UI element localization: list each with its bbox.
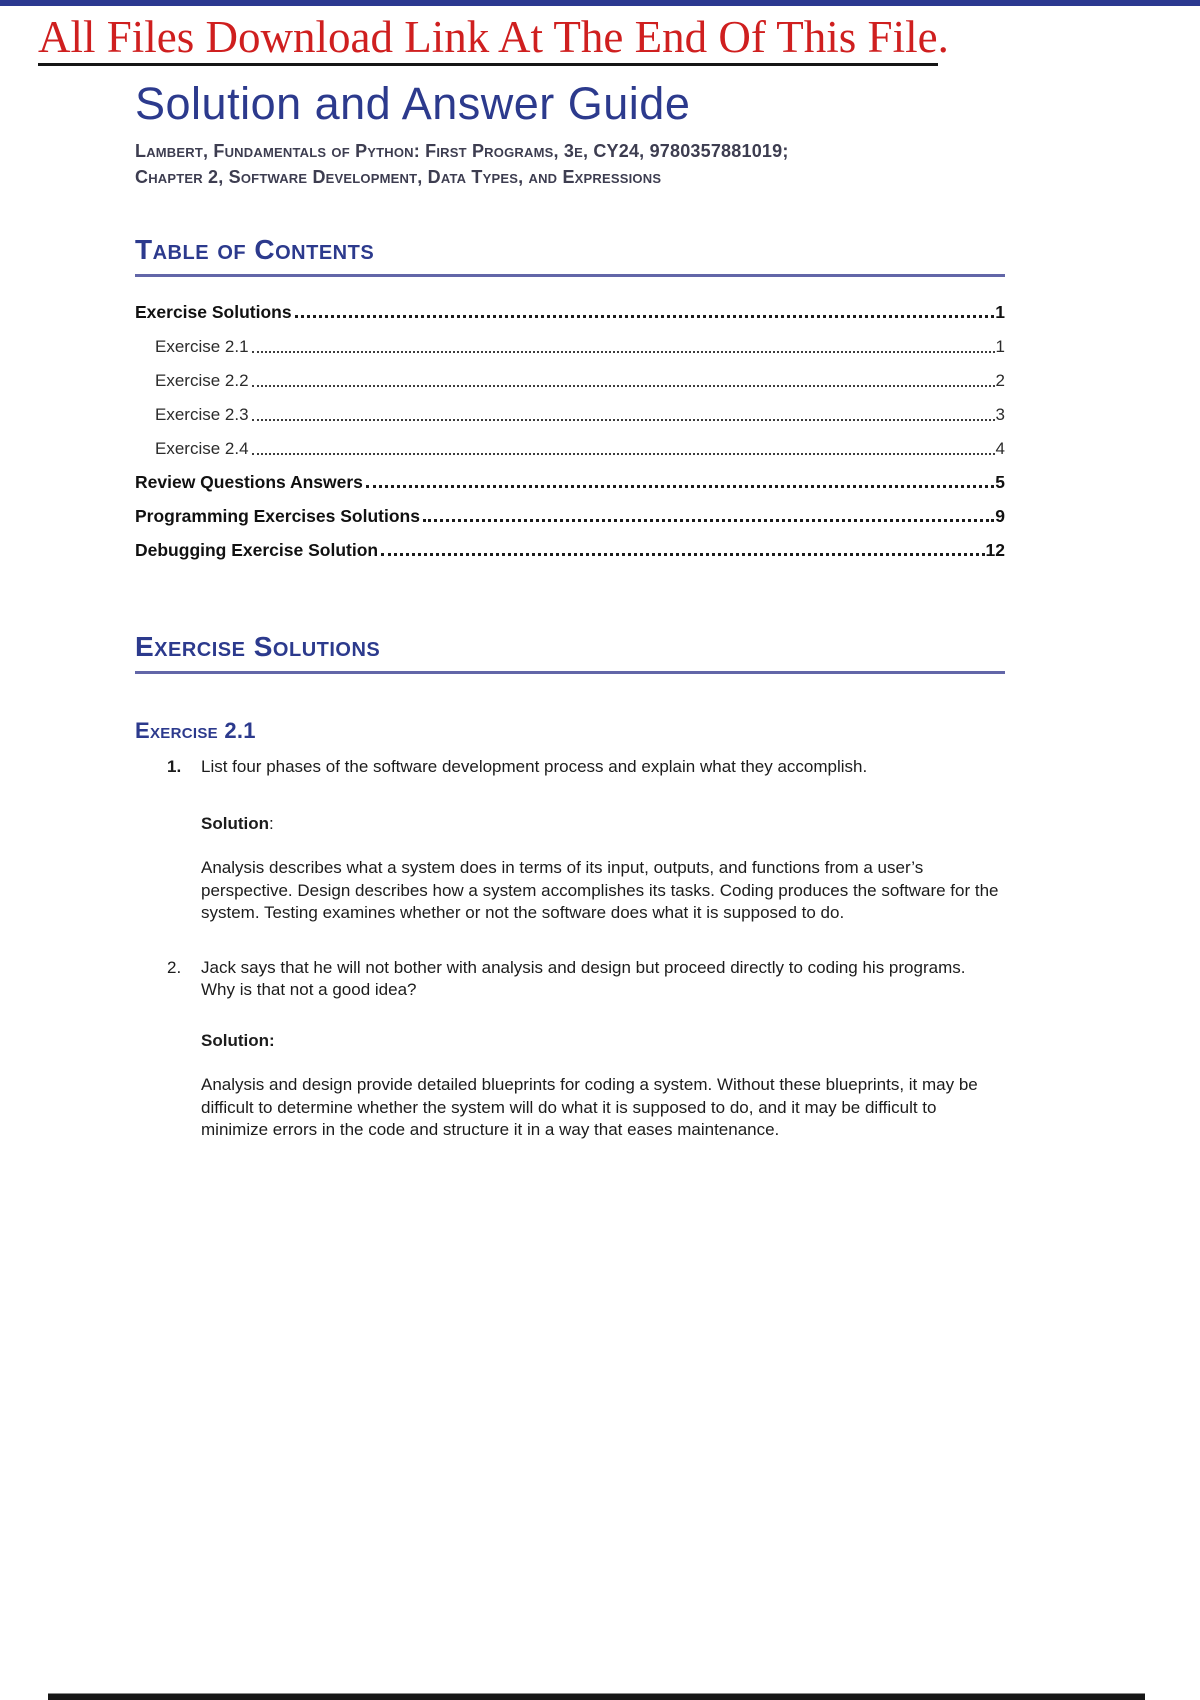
question-number: 1. [167, 757, 182, 776]
toc-entry-page: 1 [995, 302, 1005, 322]
page-content [135, 78, 1005, 1142]
toc-entry-label: Exercise Solutions [135, 302, 292, 322]
table-of-contents [135, 289, 1005, 561]
toc-entry-label: Debugging Exercise Solution [135, 540, 379, 560]
document-title: Solution and Answer Guide [135, 78, 691, 129]
solution-answer-1: Analysis describes what a system does in terms of its input, outputs, and functions from a user’s perspective. Design describes how a system accomplishes its tasks. Coding produces the software for the system. Testing examines whether or not the software does what it is supposed to do. [201, 858, 999, 922]
toc-entry-page: 9 [995, 506, 1005, 526]
toc-dot-leader [381, 553, 984, 556]
question-number: 2. [167, 957, 182, 977]
solution-word: Solution [201, 813, 269, 833]
top-accent-bar [0, 0, 1200, 6]
toc-dot-leader [366, 485, 994, 488]
download-link-text[interactable]: All Files Download Link At The End Of This File [38, 12, 938, 66]
toc-entry-page: 12 [985, 540, 1005, 560]
toc-entry-label: Review Questions Answers [135, 472, 363, 492]
toc-entry-page: 5 [995, 472, 1005, 492]
toc-entry-label: Exercise 2.1 [155, 337, 249, 356]
toc-entry-exercise-2-1[interactable] [135, 323, 1005, 357]
toc-entry-label: Programming Exercises Solutions [135, 506, 420, 526]
toc-dot-leader [252, 351, 995, 353]
subtitle-line-2: Chapter 2, Software Development, Data Types, and Expressions [135, 167, 662, 187]
download-link-banner[interactable] [0, 11, 1200, 63]
toc-entry-page: 1 [995, 337, 1005, 356]
question-text: Jack says that he will not bother with analysis and design but proceed directly to coding his programs. Why is that not a good idea? [201, 957, 966, 999]
toc-dot-leader [252, 419, 995, 421]
toc-entry-exercise-2-2[interactable] [135, 357, 1005, 391]
question-item-1 [135, 756, 1005, 779]
toc-entry-exercise-2-3[interactable] [135, 391, 1005, 425]
question-item-2 [135, 957, 1005, 1002]
subtitle-line-1: Lambert, Fundamentals of Python: First Programs, 3e, CY24, 9780357881019; [135, 141, 789, 161]
document-subtitle [135, 138, 1005, 190]
toc-dot-leader [423, 519, 994, 522]
toc-entry-label: Exercise 2.3 [155, 405, 249, 424]
toc-entry-page: 3 [995, 405, 1005, 424]
toc-entry-exercise-solutions[interactable] [135, 289, 1005, 323]
download-link-period: . [937, 12, 949, 62]
solution-label-2: Solution: [201, 1030, 275, 1050]
toc-entry-label: Exercise 2.4 [155, 439, 249, 458]
solution-label-1 [201, 813, 1005, 836]
solution-colon: : [268, 813, 274, 833]
toc-entry-debugging-exercise[interactable] [135, 527, 1005, 561]
toc-entry-page: 2 [995, 371, 1005, 390]
toc-entry-label: Exercise 2.2 [155, 371, 249, 390]
toc-entry-review-questions[interactable] [135, 459, 1005, 493]
toc-dot-leader [252, 453, 995, 455]
toc-entry-exercise-2-4[interactable] [135, 425, 1005, 459]
exercise-solutions-heading: Exercise Solutions [135, 631, 1005, 674]
exercise-2-1-heading: Exercise 2.1 [135, 718, 256, 743]
toc-dot-leader [295, 315, 995, 318]
toc-dot-leader [252, 385, 995, 387]
toc-entry-page: 4 [995, 439, 1005, 458]
bottom-divider-bar [48, 1693, 1145, 1700]
toc-heading: Table of Contents [135, 234, 1005, 277]
solution-answer-2: Analysis and design provide detailed blueprints for coding a system. Without these blueprints, it may be difficult to determine whether the system will do what it is supposed to do, and it may be difficult to minimize errors in the code and structure it in a way that eases maintenance. [201, 1075, 978, 1139]
toc-entry-programming-exercises[interactable] [135, 493, 1005, 527]
question-text: List four phases of the software development process and explain what they accomplish. [201, 757, 868, 776]
